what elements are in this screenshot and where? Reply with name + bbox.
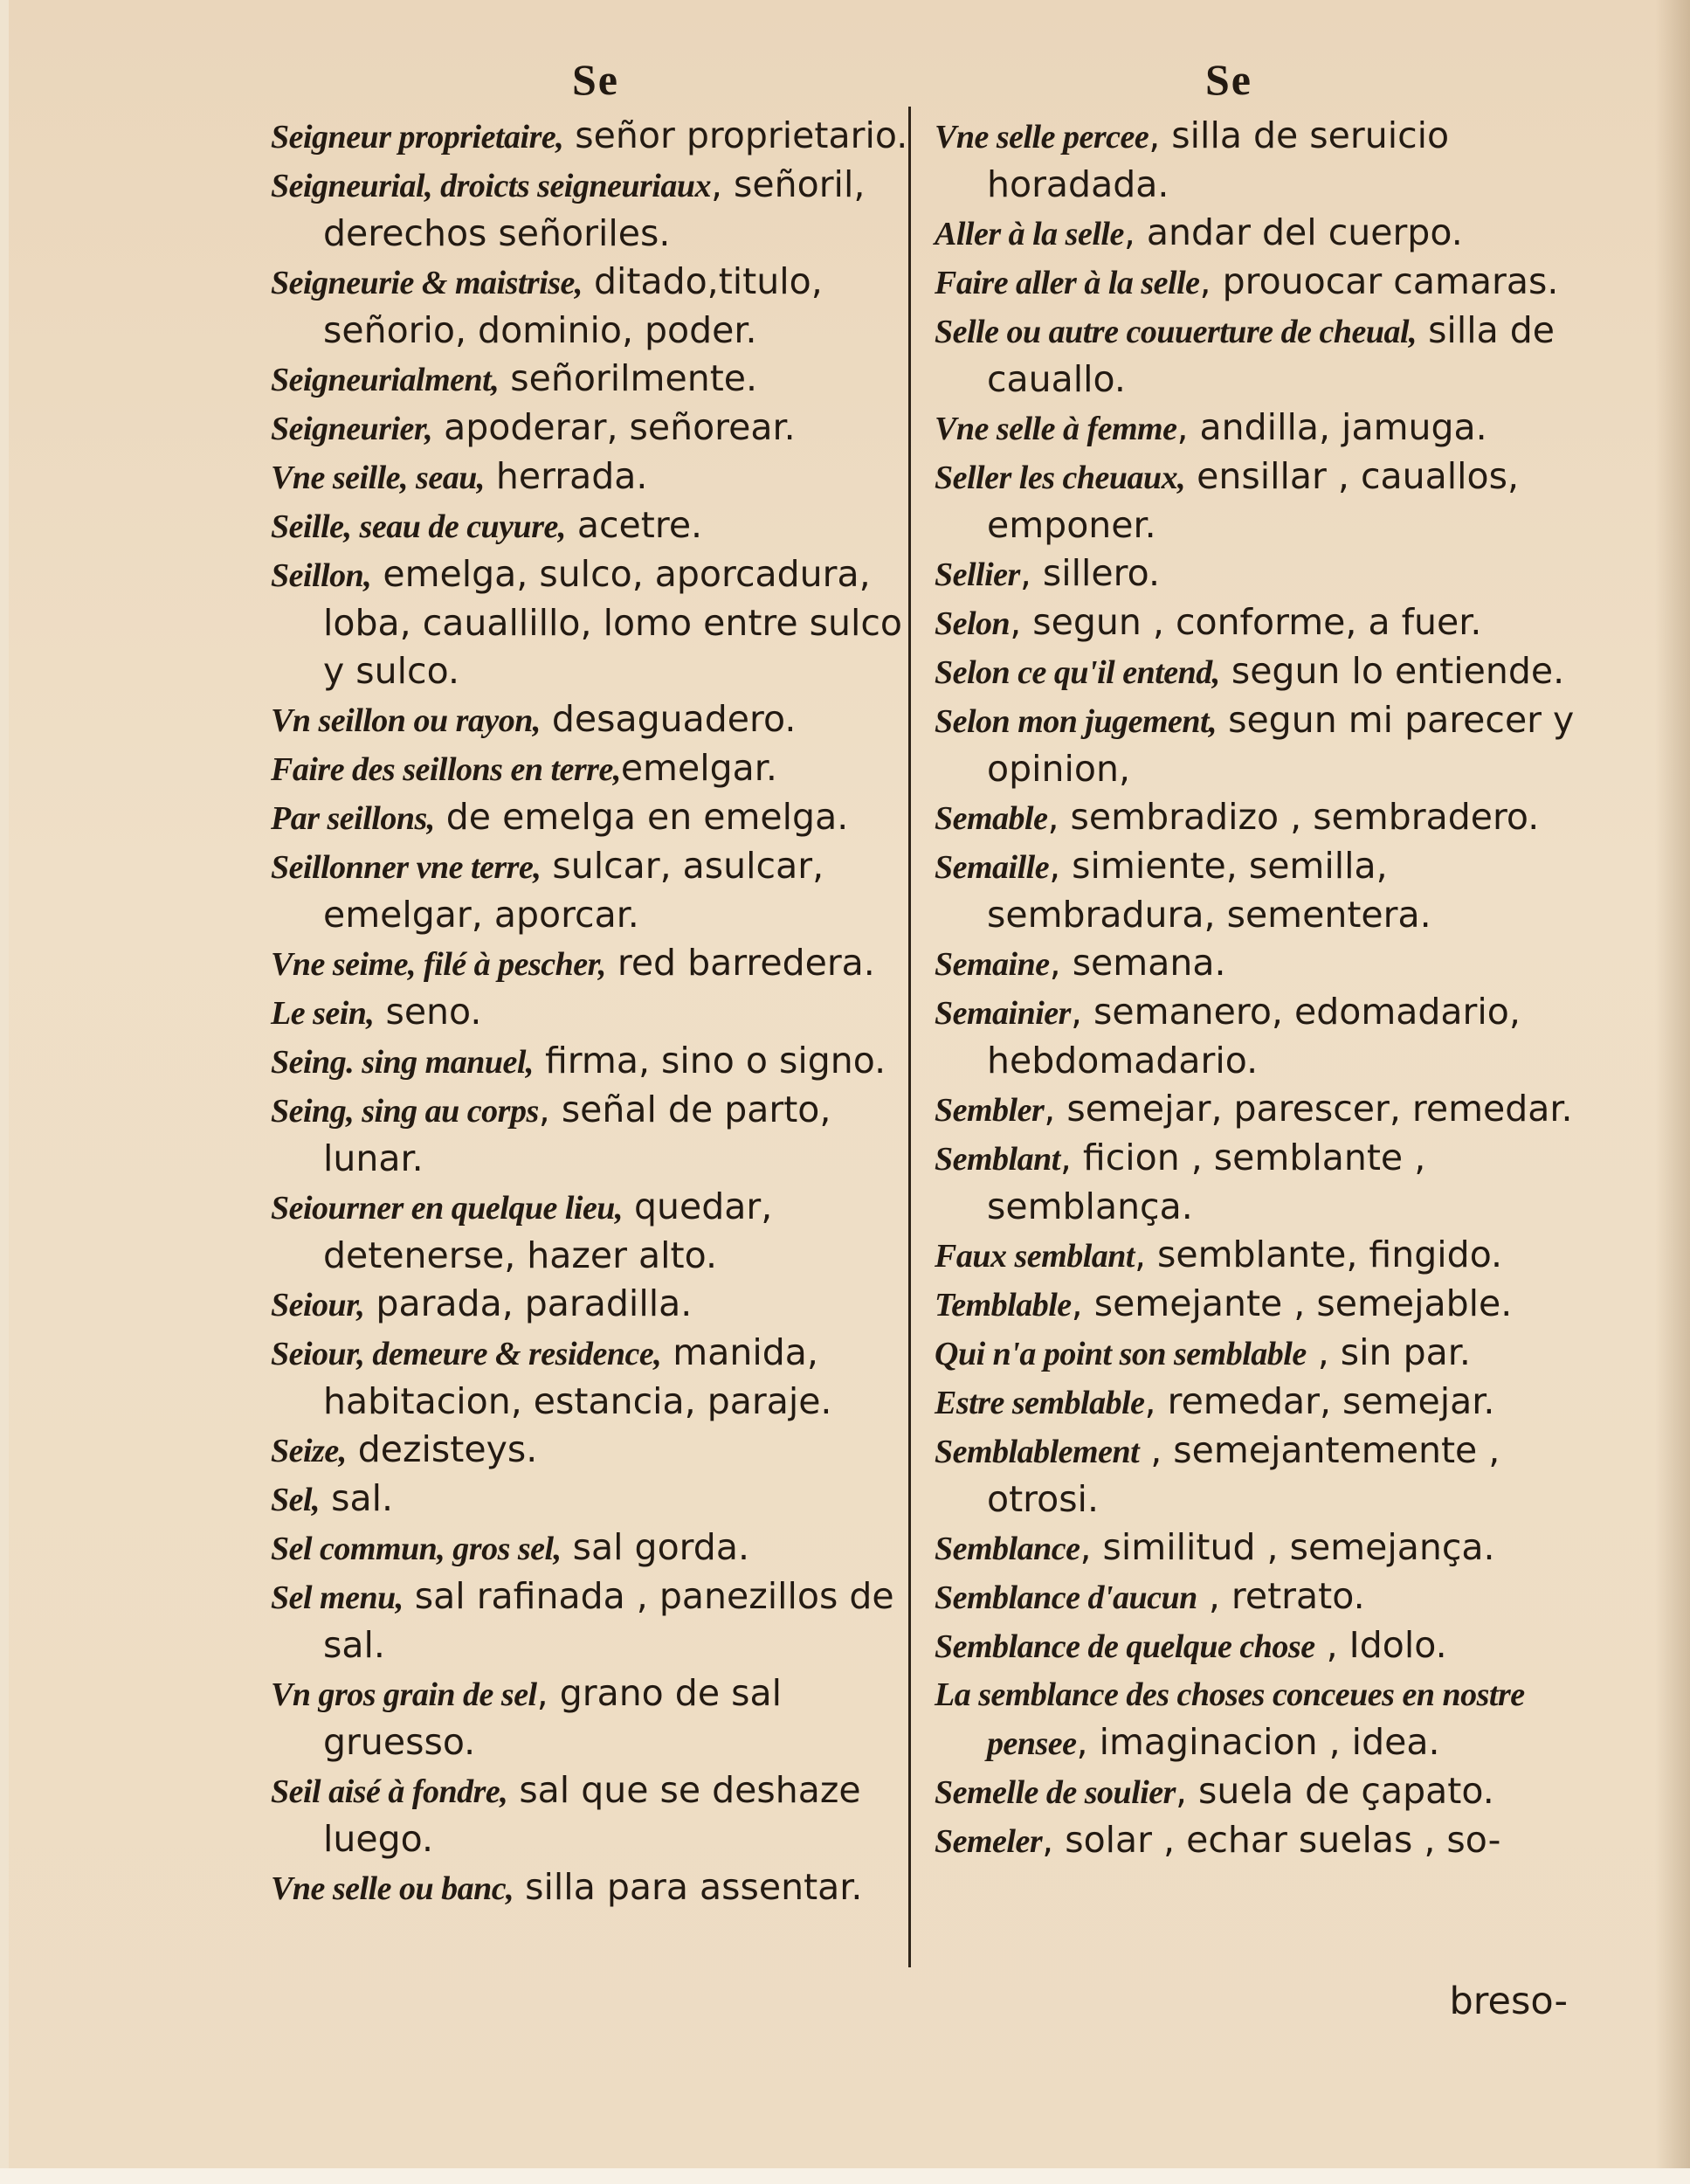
dictionary-entry bbox=[271, 1037, 917, 1086]
dictionary-entry bbox=[935, 1767, 1590, 1816]
entry-definition: , andar del cuerpo. bbox=[1123, 211, 1463, 253]
entry-headword: Semblance d'aucun bbox=[935, 1579, 1197, 1616]
entry-definition: señor proprietario. bbox=[563, 114, 908, 156]
entry-definition: , sembradizo , sembradero. bbox=[1047, 796, 1540, 838]
entry-definition: dezisteys. bbox=[346, 1428, 538, 1470]
entry-headword: Semblance de quelque chose bbox=[935, 1628, 1315, 1665]
entry-headword: Vn gros grain de sel bbox=[271, 1676, 537, 1713]
entry-definition: sulcar, asulcar, emelgar, aporcar. bbox=[323, 845, 824, 936]
entry-headword: Faire aller à la selle bbox=[935, 265, 1200, 301]
dictionary-entry bbox=[271, 939, 917, 988]
dictionary-entry bbox=[271, 550, 917, 695]
entry-definition: silla de cauallo. bbox=[987, 309, 1555, 400]
dictionary-entry bbox=[935, 1329, 1590, 1378]
entry-headword: Vne selle percee bbox=[935, 119, 1149, 156]
dictionary-entry bbox=[935, 842, 1590, 939]
entry-definition: sal. bbox=[320, 1477, 394, 1519]
running-header-left: Se bbox=[572, 55, 619, 104]
entry-definition: ditado,titulo, señorio, dominio, poder. bbox=[323, 260, 823, 351]
dictionary-entry bbox=[271, 1766, 917, 1863]
dictionary-entry bbox=[271, 744, 917, 793]
entry-definition: emelgar. bbox=[620, 747, 777, 789]
page-bottom-margin bbox=[0, 2168, 1690, 2184]
dictionary-entry bbox=[271, 112, 917, 161]
dictionary-entry bbox=[271, 1524, 917, 1572]
entry-definition: seno. bbox=[374, 991, 482, 1033]
dictionary-entry bbox=[935, 696, 1590, 793]
dictionary-entry bbox=[935, 1085, 1590, 1134]
entry-headword: Sembler bbox=[935, 1092, 1045, 1129]
entry-headword: Seiour, bbox=[271, 1287, 365, 1324]
entry-definition: desaguadero. bbox=[540, 698, 797, 740]
dictionary-entry bbox=[935, 1280, 1590, 1329]
entry-definition: , semanero, edomadario, hebdomadario. bbox=[987, 991, 1521, 1082]
entry-definition: silla para assentar. bbox=[514, 1866, 863, 1908]
dictionary-entry bbox=[271, 258, 917, 355]
entry-definition: sal gorda. bbox=[561, 1526, 749, 1568]
dictionary-entry bbox=[935, 209, 1590, 258]
entry-headword: Seing, sing au corps bbox=[271, 1093, 539, 1130]
entry-headword: Sel commun, gros sel, bbox=[271, 1531, 562, 1567]
entry-definition: , retrato. bbox=[1197, 1575, 1365, 1617]
dictionary-entry bbox=[935, 1621, 1590, 1670]
entry-headword: Seiourner en quelque lieu, bbox=[271, 1190, 623, 1227]
entry-headword: Faire des seillons en terre, bbox=[271, 751, 621, 788]
dictionary-entry bbox=[935, 1816, 1590, 1865]
entry-headword: Seing. sing manuel, bbox=[271, 1044, 534, 1081]
entry-headword: Qui n'a point son semblable bbox=[935, 1336, 1307, 1372]
entry-headword: Aller à la selle bbox=[935, 216, 1124, 252]
entry-headword: Seillonner vne terre, bbox=[271, 849, 541, 886]
entry-headword: Seiour, demeure & residence, bbox=[271, 1336, 662, 1372]
entry-headword: Seil aisé à fondre, bbox=[271, 1773, 508, 1810]
entry-headword: Seillon, bbox=[271, 557, 372, 594]
entry-headword: Semblant bbox=[935, 1141, 1060, 1178]
left-column bbox=[271, 112, 917, 1912]
entry-definition: , prouocar camaras. bbox=[1199, 260, 1559, 302]
entry-headword: Semable bbox=[935, 800, 1048, 837]
entry-definition: , semejantemente , otrosi. bbox=[987, 1429, 1500, 1520]
entry-definition: quedar, detenerse, hazer alto. bbox=[323, 1185, 773, 1276]
dictionary-entry bbox=[935, 1427, 1590, 1524]
entry-headword: Le sein, bbox=[271, 995, 375, 1032]
entry-definition: parada, paradilla. bbox=[364, 1282, 693, 1324]
entry-headword: Sellier bbox=[935, 556, 1020, 593]
entry-headword: Vn seillon ou rayon, bbox=[271, 702, 541, 739]
dictionary-entry bbox=[935, 1231, 1590, 1280]
entry-definition: , solar , echar suelas , so- bbox=[1042, 1819, 1501, 1861]
entry-definition: de emelga en emelga. bbox=[434, 796, 849, 838]
entry-definition: , señoril, derechos señoriles. bbox=[323, 163, 866, 254]
running-header-right: Se bbox=[1205, 55, 1252, 104]
entry-definition: herrada. bbox=[484, 455, 648, 497]
dictionary-entry bbox=[271, 355, 917, 404]
entry-headword: Seigneurie & maistrise, bbox=[271, 265, 583, 301]
entry-headword: Semainier bbox=[935, 995, 1071, 1032]
entry-headword: Sel, bbox=[271, 1482, 321, 1518]
entry-definition: , señal de parto, lunar. bbox=[323, 1089, 831, 1179]
dictionary-entry bbox=[935, 1524, 1590, 1572]
entry-definition: , similitud , semejança. bbox=[1080, 1526, 1495, 1568]
entry-definition: , suela de çapato. bbox=[1175, 1770, 1494, 1812]
entry-headword: Vne seille, seau, bbox=[271, 460, 485, 496]
entry-definition: , Idolo. bbox=[1314, 1624, 1447, 1666]
entry-headword: Sel menu, bbox=[271, 1579, 404, 1616]
entry-definition: , simiente, semilla, sembradura, sementera. bbox=[987, 845, 1431, 936]
entry-definition: , imaginacion , idea. bbox=[1076, 1721, 1440, 1763]
dictionary-entry bbox=[271, 1475, 917, 1524]
entry-headword: Vne selle ou banc, bbox=[271, 1870, 514, 1907]
dictionary-entry bbox=[271, 453, 917, 501]
entry-definition: , semejante , semejable. bbox=[1071, 1282, 1513, 1324]
page-edge-shadow bbox=[1655, 0, 1690, 2168]
entry-headword: Estre semblable bbox=[935, 1385, 1145, 1421]
dictionary-entry bbox=[271, 1329, 917, 1426]
dictionary-entry bbox=[935, 1670, 1590, 1767]
dictionary-entry bbox=[935, 404, 1590, 453]
entry-headword: Semeler bbox=[935, 1823, 1043, 1860]
entry-definition: , sin par. bbox=[1306, 1331, 1471, 1373]
entry-headword: Selon ce qu'il entend, bbox=[935, 654, 1220, 691]
entry-headword: Seigneurialment, bbox=[271, 362, 500, 398]
entry-definition: apoderar, señorear. bbox=[432, 406, 796, 448]
entry-headword: La semblance des choses conceues en nostre pensee bbox=[935, 1676, 1525, 1762]
entry-definition: , remedar, semejar. bbox=[1144, 1380, 1495, 1422]
entry-definition: segun lo entiende. bbox=[1219, 650, 1565, 692]
entry-definition: firma, sino o signo. bbox=[533, 1040, 886, 1082]
dictionary-entry bbox=[271, 695, 917, 744]
dictionary-entry bbox=[271, 1280, 917, 1329]
entry-definition: señorilmente. bbox=[499, 357, 758, 399]
entry-headword: Selon bbox=[935, 605, 1011, 642]
entry-definition: manida, habitacion, estancia, paraje. bbox=[323, 1331, 832, 1422]
dictionary-entry bbox=[271, 501, 917, 550]
column-divider bbox=[908, 107, 911, 1967]
entry-headword: Seigneurial, droicts seigneuriaux bbox=[271, 168, 711, 204]
dictionary-entry bbox=[935, 988, 1590, 1085]
entry-definition: , sillero. bbox=[1019, 552, 1161, 594]
entry-definition: , andilla, jamuga. bbox=[1176, 406, 1487, 448]
entry-headword: Selle ou autre couuerture de cheual, bbox=[935, 314, 1418, 350]
dictionary-entry bbox=[935, 549, 1590, 598]
entry-headword: Seize, bbox=[271, 1433, 347, 1469]
entry-definition: ensillar , cauallos, emponer. bbox=[987, 455, 1520, 546]
right-column bbox=[935, 112, 1590, 1865]
entry-definition: segun mi parecer y opinion, bbox=[987, 699, 1575, 790]
catchword: breso- bbox=[1449, 1980, 1568, 2023]
dictionary-entry bbox=[271, 793, 917, 842]
entry-headword: Seller les cheuaux, bbox=[935, 460, 1186, 496]
dictionary-entry bbox=[271, 1863, 917, 1912]
entry-headword: Semblance bbox=[935, 1531, 1080, 1567]
dictionary-entry bbox=[935, 793, 1590, 842]
entry-definition: , segun , conforme, a fuer. bbox=[1010, 601, 1482, 643]
entry-headword: Vne selle à femme bbox=[935, 411, 1177, 447]
entry-headword: Semblablement bbox=[935, 1434, 1140, 1470]
dictionary-entry bbox=[935, 112, 1590, 209]
entry-headword: Par seillons, bbox=[271, 800, 435, 837]
entry-headword: Seigneur proprietaire, bbox=[271, 119, 564, 156]
entry-headword: Seigneurier, bbox=[271, 411, 433, 447]
entry-headword: Semelle de soulier bbox=[935, 1774, 1176, 1811]
dictionary-entry bbox=[935, 647, 1590, 696]
dictionary-entry bbox=[271, 161, 917, 258]
entry-headword: Semaille bbox=[935, 849, 1050, 886]
dictionary-entry bbox=[935, 598, 1590, 647]
dictionary-entry bbox=[935, 1378, 1590, 1427]
entry-headword: Faux semblant bbox=[935, 1238, 1135, 1275]
entry-definition: acetre. bbox=[565, 504, 703, 546]
dictionary-entry bbox=[271, 1669, 917, 1766]
dictionary-entry bbox=[271, 1086, 917, 1183]
dictionary-entry bbox=[271, 1426, 917, 1475]
entry-definition: sal rafinada , panezillos de sal. bbox=[323, 1575, 894, 1666]
dictionary-entry bbox=[935, 1134, 1590, 1231]
entry-definition: , semana. bbox=[1049, 942, 1226, 984]
dictionary-entry bbox=[935, 453, 1590, 549]
dictionary-entry bbox=[271, 404, 917, 453]
dictionary-entry bbox=[271, 988, 917, 1037]
entry-definition: sal que se deshaze luego. bbox=[323, 1769, 861, 1860]
entry-headword: Seille, seau de cuyure, bbox=[271, 508, 566, 545]
entry-definition: , grano de sal gruesso. bbox=[323, 1672, 782, 1763]
entry-definition: emelga, sulco, aporcadura, loba, cauallillo, lomo entre sulco y sulco. bbox=[323, 553, 902, 692]
dictionary-entry bbox=[935, 307, 1590, 404]
dictionary-entry bbox=[935, 258, 1590, 307]
entry-definition: , ficion , semblante , semblança. bbox=[987, 1137, 1426, 1227]
entry-definition: , semblante, fingido. bbox=[1134, 1234, 1503, 1275]
entry-headword: Selon mon jugement, bbox=[935, 703, 1217, 740]
entry-headword: Vne seime, filé à pescher, bbox=[271, 946, 606, 983]
dictionary-entry bbox=[935, 1572, 1590, 1621]
dictionary-entry bbox=[271, 842, 917, 939]
entry-definition: , silla de seruicio horadada. bbox=[987, 114, 1450, 205]
dictionary-entry bbox=[271, 1572, 917, 1669]
dictionary-entry bbox=[271, 1183, 917, 1280]
entry-definition: red barredera. bbox=[605, 942, 875, 984]
entry-definition: , semejar, parescer, remedar. bbox=[1044, 1088, 1573, 1130]
entry-headword: Temblable bbox=[935, 1287, 1072, 1324]
dictionary-entry bbox=[935, 939, 1590, 988]
entry-headword: Semaine bbox=[935, 946, 1050, 983]
